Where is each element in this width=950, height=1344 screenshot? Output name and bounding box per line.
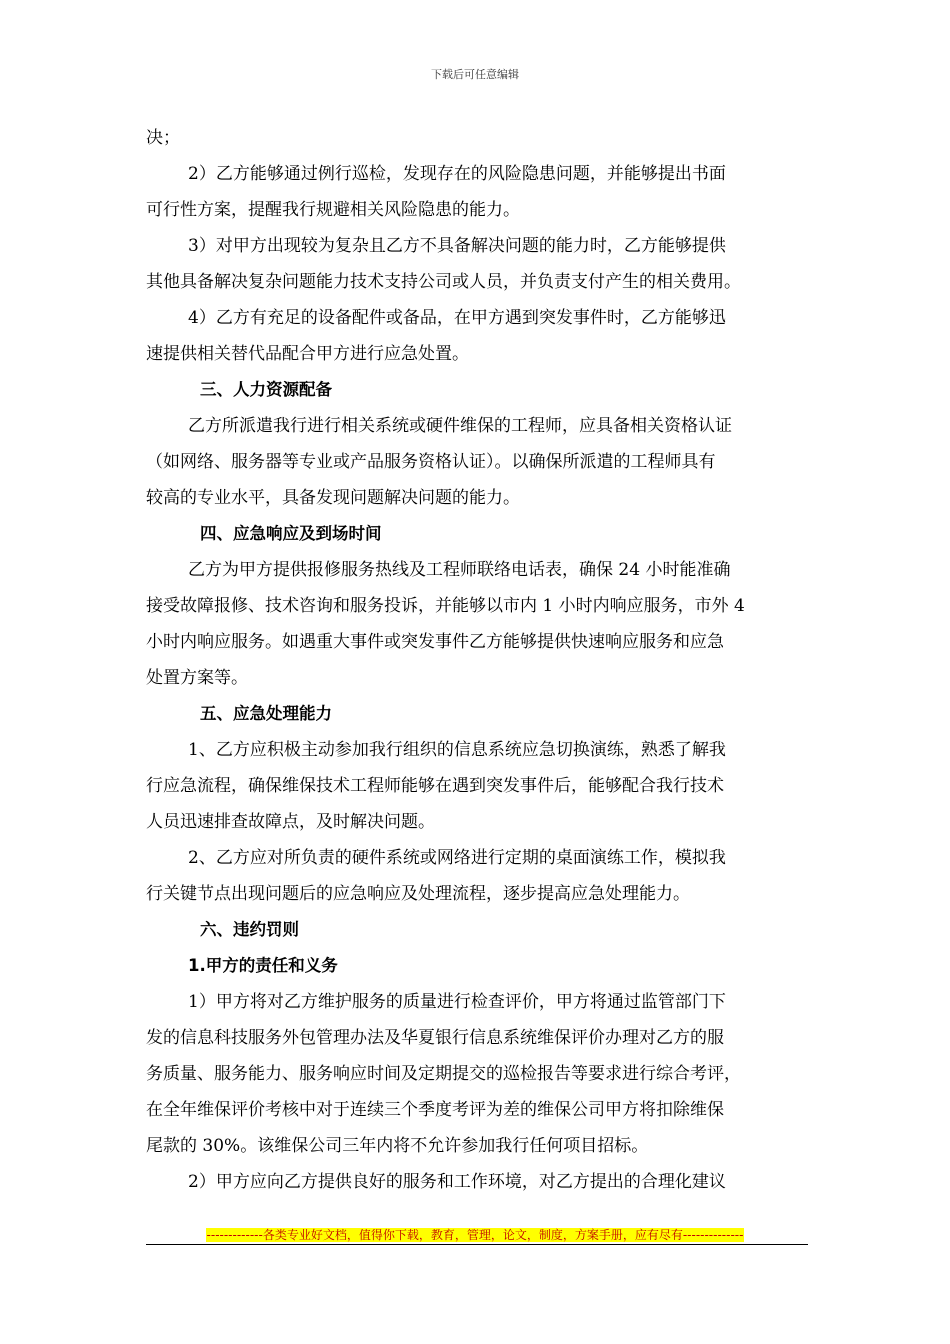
footer-divider [146, 1244, 808, 1245]
section-heading: 三、人力资源配备 [200, 380, 332, 399]
body-line: 发的信息科技服务外包管理办法及华夏银行信息系统维保评价办理对乙方的服 [146, 1028, 724, 1048]
body-line: 可行性方案，提醒我行规避相关风险隐患的能力。 [146, 200, 520, 220]
body-line: 速提供相关替代品配合甲方进行应急处置。 [146, 344, 469, 364]
page-footer [0, 1226, 950, 1243]
body-line: 其他具备解决复杂问题能力技术支持公司或人员，并负责支付产生的相关费用。 [146, 272, 741, 292]
body-line: 小时内响应服务。如遇重大事件或突发事件乙方能够提供快速响应服务和应急 [146, 632, 724, 652]
body-line: 1）甲方将对乙方维护服务的质量进行检查评价，甲方将通过监管部门下 [188, 992, 726, 1012]
body-line: 接受故障报修、技术咨询和服务投诉，并能够以市内 1 小时内响应服务，市外 4 [146, 596, 745, 616]
body-line: 2、乙方应对所负责的硬件系统或网络进行定期的桌面演练工作，模拟我 [188, 848, 726, 868]
body-line: 在全年维保评价考核中对于连续三个季度考评为差的维保公司甲方将扣除维保 [146, 1100, 724, 1120]
section-heading: 五、应急处理能力 [200, 704, 332, 723]
page-header: 下载后可任意编辑 [431, 68, 519, 81]
body-line: 行关键节点出现问题后的应急响应及处理流程，逐步提高应急处理能力。 [146, 884, 690, 904]
body-line: 行应急流程，确保维保技术工程师能够在遇到突发事件后，能够配合我行技术 [146, 776, 724, 796]
body-line: 2）乙方能够通过例行巡检，发现存在的风险隐患问题，并能够提出书面 [188, 164, 726, 184]
body-line: 乙方为甲方提供报修服务热线及工程师联络电话表，确保 24 小时能准确 [188, 560, 731, 580]
body-line: 4）乙方有充足的设备配件或备品，在甲方遇到突发事件时，乙方能够迅 [188, 308, 726, 328]
section-heading: 四、应急响应及到场时间 [200, 524, 382, 543]
body-line: 2）甲方应向乙方提供良好的服务和工作环境，对乙方提出的合理化建议 [188, 1172, 726, 1192]
body-line: 决； [146, 128, 180, 148]
body-line: 务质量、服务能力、服务响应时间及定期提交的巡检报告等要求进行综合考评， [146, 1064, 741, 1084]
body-line: 处置方案等。 [146, 668, 248, 688]
section-heading: 六、违约罚则 [200, 920, 299, 939]
body-line: 较高的专业水平，具备发现问题解决问题的能力。 [146, 488, 520, 508]
body-line: 尾款的 30%。该维保公司三年内将不允许参加我行任何项目招标。 [146, 1136, 649, 1156]
footer-banner: -------------各类专业好文档，值得你下载，教育，管理，论文，制度，方案手册，应有尽有-------------- [206, 1228, 744, 1242]
body-line: （如网络、服务器等专业或产品服务资格认证）。以确保所派遣的工程师具有 [146, 452, 716, 472]
body-line: 1、乙方应积极主动参加我行组织的信息系统应急切换演练，熟悉了解我 [188, 740, 726, 760]
subsection-heading: 1.甲方的责任和义务 [188, 956, 338, 975]
body-line: 人员迅速排查故障点，及时解决问题。 [146, 812, 435, 832]
body-line: 3）对甲方出现较为复杂且乙方不具备解决问题的能力时，乙方能够提供 [188, 236, 726, 256]
body-line: 乙方所派遣我行进行相关系统或硬件维保的工程师，应具备相关资格认证 [188, 416, 732, 436]
